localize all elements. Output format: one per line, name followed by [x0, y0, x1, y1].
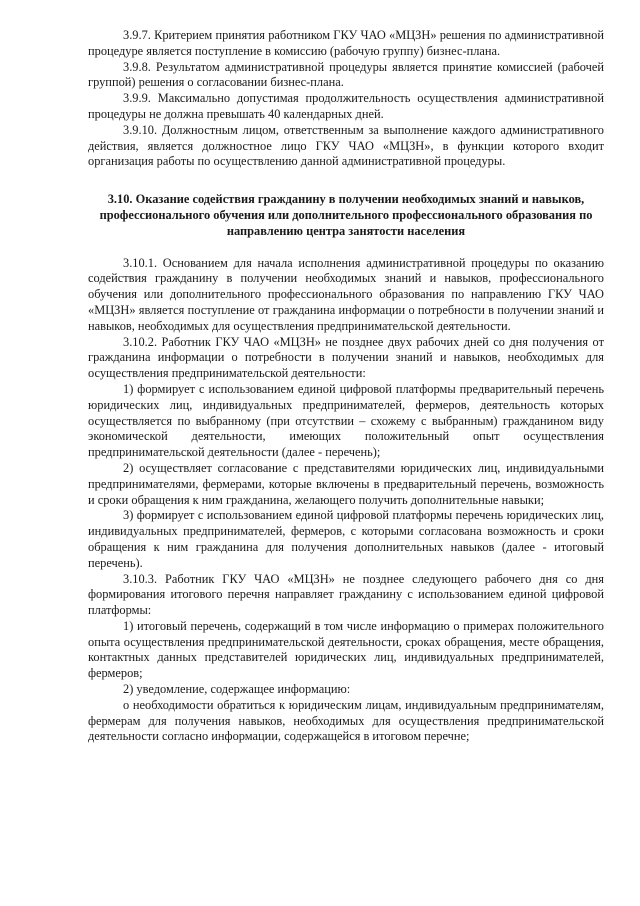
paragraph-3-9-7: 3.9.7. Критерием принятия работником ГКУ ЧАО «МЦЗН» решения по административной процедуре является поступление в комиссию (рабочую группу) бизнес-плана. — [88, 28, 604, 58]
list-item-3-10-2-2: 2) осуществляет согласование с представителями юридических лиц, индивидуальными предпринимателями, фермерами, которые включены в предварительный перечень, возможность и сроки обращения к ним гражданина, желающего получить дополнительные навыки; — [88, 460, 604, 507]
list-item-3-10-2-3: 3) формирует с использованием единой цифровой платформы перечень юридических лиц, индивидуальных предпринимателей, фермеров, с которыми согласована возможность и сроки обращения к ним гражданина для получения дополнительных навыков (далее - итоговый перечень). — [88, 508, 604, 570]
list-item-3-10-3-1: 1) итоговый перечень, содержащий в том числе информацию о примерах положительного опыта осуществления предпринимательской деятельности, сроках обращения, месте обращения, контактных данных представителей юридических лиц, индивидуальных предпринимателей, фермеров; — [88, 618, 604, 681]
paragraph-3-9-10: 3.9.10. Должностным лицом, ответственным за выполнение каждого административного действия, является должностное лицо ГКУ ЧАО «МЦЗН», в функции которого входит организация работы по осуществлению данной административной процедуры. — [88, 122, 604, 169]
paragraph-3-9-8: 3.9.8. Результатом административной процедуры является принятие комиссией (рабочей группой) решения о согласовании бизнес-плана. — [88, 59, 604, 90]
list-item-3-10-3-2: 2) уведомление, содержащее информацию: — [123, 682, 351, 697]
paragraph-3-9-9: 3.9.9. Максимально допустимая продолжительность осуществления административной процедуры не должна превышать 40 календарных дней. — [88, 91, 604, 121]
paragraph-3-10-1: 3.10.1. Основанием для начала исполнения административной процедуры по оказанию содействия гражданину в получении необходимых знаний и навыков, профессионального обучения или дополнительного профессионального образования по направлению ГКУ ЧАО «МЦЗН» является поступление от гражданина информации о потребности в получении знаний и навыков, необходимых для осуществления предпринимательской деятельности. — [88, 255, 604, 333]
document-page — [88, 28, 604, 745]
list-item-3-10-2-1: 1) формирует с использованием единой цифровой платформы предварительный перечень юридических лиц, индивидуальных предпринимателей, фермеров, деятельность которых осуществляется по выбранному (при отсутствии – схожему с выбранным) гражданином виду экономической деятельности, имеющих положительный опыт осуществления предпринимательской деятельности (далее - перечень); — [88, 381, 604, 460]
notification-clause: о необходимости обратиться к юридическим лицам, индивидуальным предпринимателям, фермерам для получения навыков, необходимых для осуществления предпринимательской деятельности согласно информации, содержащейся в итоговом перечне; — [88, 697, 604, 744]
paragraph-3-10-3: 3.10.3. Работник ГКУ ЧАО «МЦЗН» не позднее следующего рабочего дня со дня формирования итогового перечня направляет гражданину с использованием единой цифровой платформы: — [88, 571, 604, 618]
section-heading-3-10: 3.10. Оказание содействия гражданину в получении необходимых знаний и навыков, профессионального обучения или дополнительного профессионального образования по направлению центра занятости населения — [99, 192, 593, 238]
paragraph-3-10-2: 3.10.2. Работник ГКУ ЧАО «МЦЗН» не позднее двух рабочих дней со дня получения от гражданина информации о потребности в получении знаний и навыков, необходимых для осуществления предпринимательской деятельности: — [88, 334, 604, 381]
